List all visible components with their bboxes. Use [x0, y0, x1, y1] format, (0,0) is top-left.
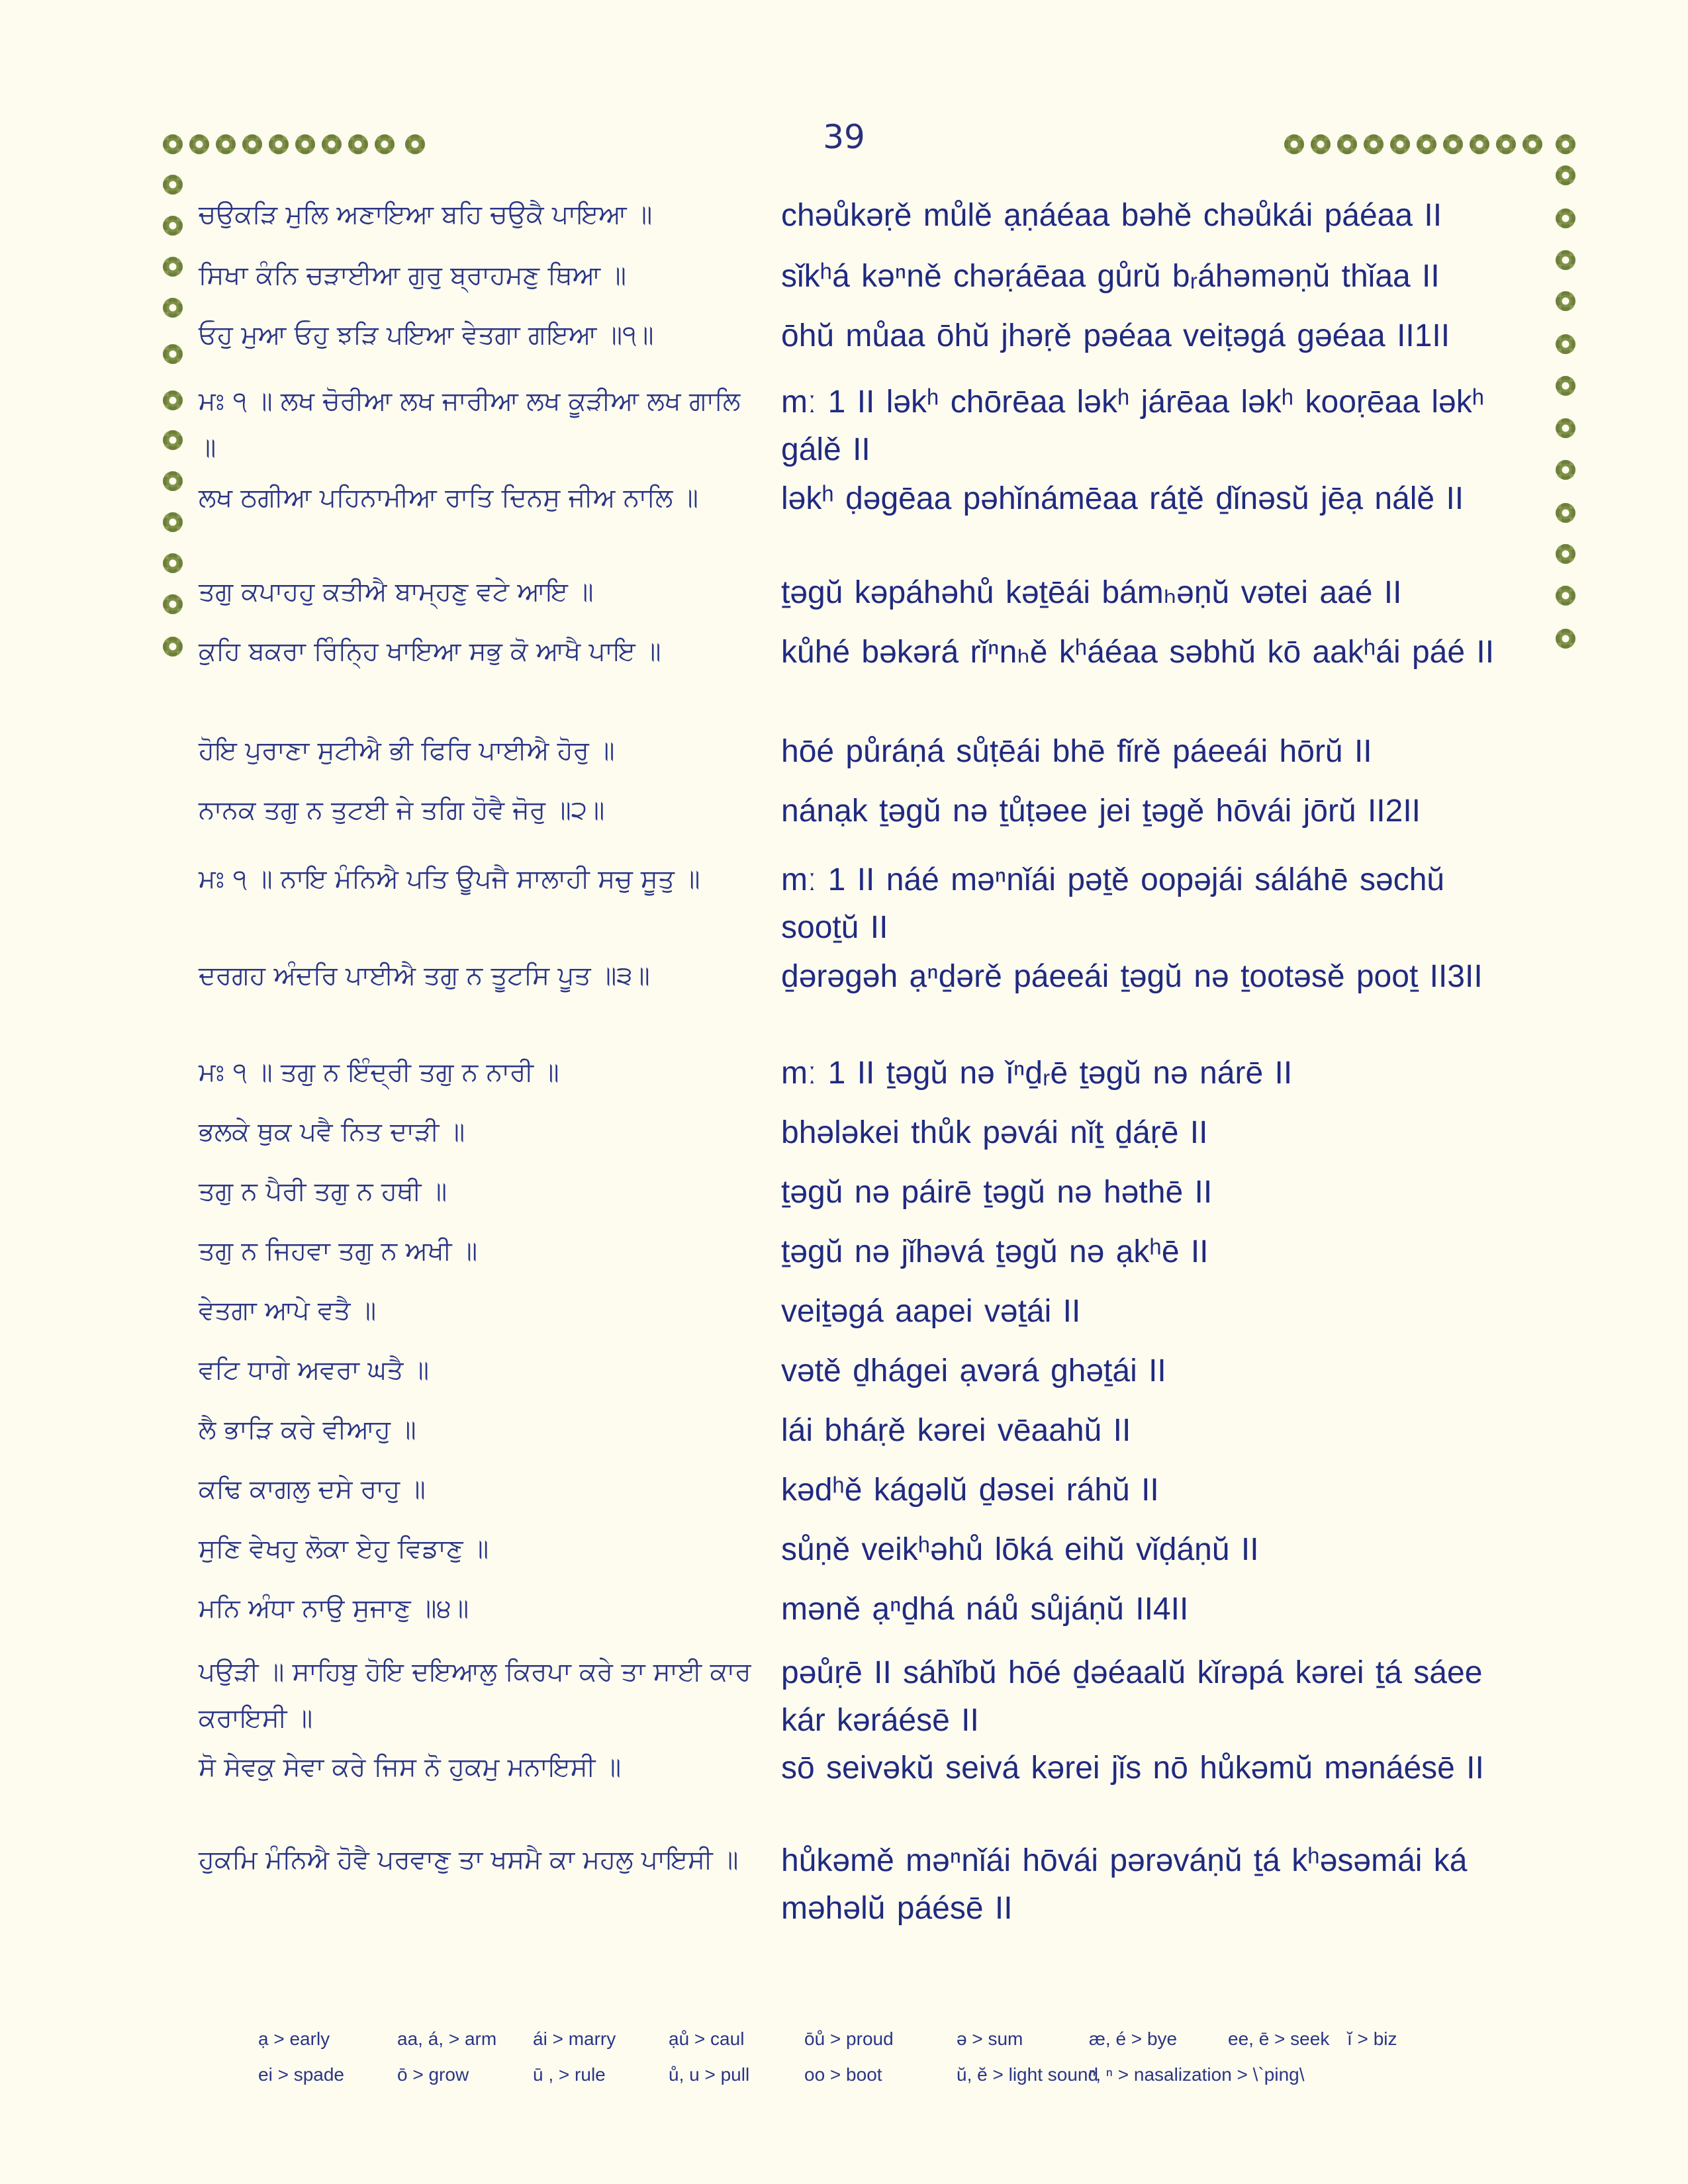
flower-icon [1556, 376, 1575, 396]
flower-icon [1337, 134, 1357, 154]
flower-icon [163, 134, 183, 154]
flower-icon [216, 134, 236, 154]
transliteration-line: ṯəgŭ kəpáhəhů kəṯēái bámₕəṇŭ vətei aaé II [781, 575, 1402, 610]
verse-row [199, 953, 1536, 1050]
gurmukhi-line: ਸਿਖਾ ਕੰਨਿ ਚੜਾਈਆ ਗੁਰੁ ਬ੍ਰਾਹਮਣੁ ਥਿਆ ॥ [199, 261, 626, 291]
key-entry: ei > spade [258, 2064, 344, 2085]
key-entry: ái > marry [533, 2028, 616, 2049]
verse-row [199, 1169, 1536, 1228]
flower-icon [189, 134, 209, 154]
verse-table [199, 192, 1536, 1934]
verse-row [199, 788, 1536, 856]
gurmukhi-line: ਹੁਕਮਿ ਮੰਨਿਐ ਹੋਵੈ ਪਰਵਾਣੁ ਤਾ ਖਸਮੈ ਕਾ ਮਹਲੁ ਪਾਇਸੀ ॥ [199, 1845, 739, 1875]
transliteration-line: mː 1 II ləkʰ chōrēaa ləkʰ járēaa ləkʰ kooṛēaa ləkʰ gálě II [781, 385, 1485, 467]
transliteration-line: sůṇě veikʰəhů lōká eihŭ vǐḍáṇŭ II [781, 1532, 1259, 1567]
key-entry: oo > boot [804, 2064, 882, 2085]
transliteration-line: vətě ḏhágei ạvərá ghəṯái II [781, 1353, 1166, 1388]
verse-row [199, 1288, 1536, 1347]
verse-row [199, 629, 1536, 728]
transliteration-line: məně ạⁿḏhá náů sůjáṇŭ II4II [781, 1592, 1189, 1627]
flower-icon [405, 134, 425, 154]
key-entry: æ, é > bye [1089, 2028, 1178, 2049]
verse-row [199, 475, 1536, 569]
transliteration-line: ṯəgŭ nə páirē ṯəgŭ nə həthē II [781, 1175, 1213, 1210]
key-entry: ⁿ, ⁿ > nasalization > \`ping\ [1089, 2064, 1305, 2085]
verse-row [199, 1347, 1536, 1407]
transliteration-line: kůhé bəkərá rǐⁿnₕě kʰáéaa səbhŭ kō aakʰái páé II [781, 635, 1495, 670]
gurmukhi-line: ਸੋ ਸੇਵਕੁ ਸੇਵਾ ਕਰੇ ਜਿਸ ਨੋ ਹੁਕਮੁ ਮਨਾਇਸੀ ॥ [199, 1752, 622, 1782]
verse-row [199, 253, 1536, 312]
flower-icon [375, 134, 395, 154]
gurmukhi-line: ਤਗੁ ਨ ਪੈਰੀ ਤਗੁ ਨ ਹਥੀ ॥ [199, 1177, 447, 1206]
flower-icon [163, 390, 183, 410]
transliteration-line: sō seivəkŭ seivá kərei jǐs nō hůkəmŭ mənáésē II [781, 1751, 1484, 1786]
flower-icon [1556, 544, 1575, 564]
flower-icon [295, 134, 315, 154]
transliteration-line: chəůkəṛě můlě ạṇáéaa bəhě chəůkái páéaa II [781, 198, 1442, 233]
key-entry: ū , > rule [533, 2064, 606, 2085]
key-entry: ō > grow [397, 2064, 469, 2085]
flower-icon [1417, 134, 1436, 154]
key-entry: ĭ > biz [1347, 2028, 1397, 2049]
flower-icon [1390, 134, 1410, 154]
verse-row [199, 1649, 1536, 1745]
flower-icon [269, 134, 289, 154]
flower-icon [1443, 134, 1463, 154]
flower-icon [242, 134, 262, 154]
verse-row [199, 856, 1536, 953]
pronunciation-key [258, 2028, 1516, 2085]
verse-row [199, 728, 1536, 788]
key-entry: ů, u > pull [669, 2064, 750, 2085]
verse-row [199, 312, 1536, 379]
page-number: 39 [823, 118, 865, 156]
transliteration-line: hōé půráṇá sůṭēái bhē fǐrě páeeái hōrŭ II [781, 734, 1372, 769]
key-entry: ə > sum [957, 2028, 1023, 2049]
transliteration-line: ḏərəgəh ạⁿḏərě páeeái ṯəgŭ nə ṯootəsě pooṯ II3II [781, 959, 1483, 994]
flower-icon [163, 512, 183, 532]
flower-icon [1364, 134, 1383, 154]
transliteration-line: ṯəgŭ nə jǐhəvá ṯəgŭ nə ạkʰē II [781, 1234, 1209, 1269]
key-entry: ee, ē > seek [1228, 2028, 1330, 2049]
transliteration-line: ləkʰ ḍəgēaa pəhǐnámēaa ráṯě ḏǐnəsŭ jēạ nálě II [781, 481, 1464, 516]
gurmukhi-line: ਮਃ ੧ ॥ ਤਗੁ ਨ ਇੰਦ੍ਰੀ ਤਗੁ ਨ ਨਾਰੀ ॥ [199, 1058, 559, 1087]
flower-icon [322, 134, 342, 154]
transliteration-line: veiṯəgá aapei vəṯái II [781, 1294, 1081, 1329]
gurmukhi-line: ਵਟਿ ਧਾਗੇ ਅਵਰਾ ਘਤੈ ॥ [199, 1355, 429, 1385]
flower-icon [1556, 460, 1575, 480]
gurmukhi-line: ਮਃ ੧ ॥ ਲਖ ਚੋਰੀਆ ਲਖ ਜਾਰੀਆ ਲਖ ਕੂੜੀਆ ਲਖ ਗਾਲਿ ॥ [199, 387, 741, 463]
transliteration-line: bhələkei thůk pəvái nǐṯ ḏáṛē II [781, 1115, 1208, 1150]
flower-icon [1523, 134, 1542, 154]
gurmukhi-line: ਭਲਕੇ ਥੁਕ ਪਵੈ ਨਿਤ ਦਾੜੀ ॥ [199, 1117, 465, 1147]
flower-icon [1556, 208, 1575, 228]
flower-icon [163, 471, 183, 491]
key-entry: ŭ, ĕ > light sound [957, 2064, 1099, 2085]
flower-icon [1470, 134, 1489, 154]
gurmukhi-line: ਸੁਣਿ ਵੇਖਹੁ ਲੋਕਾ ਏਹੁ ਵਿਡਾਣੁ ॥ [199, 1534, 489, 1564]
gurmukhi-line: ਕੁਹਿ ਬਕਰਾ ਰਿੰਨ੍ਹਿ ਖਾਇਆ ਸਭੁ ਕੋ ਆਖੈ ਪਾਇ ॥ [199, 637, 661, 666]
transliteration-line: nánạk ṯəgŭ nə ṯůṭəee jei ṯəgě hōvái jōrŭ II2II [781, 794, 1421, 829]
verse-row [199, 192, 1536, 253]
flower-icon [1311, 134, 1331, 154]
gurmukhi-line: ਮਃ ੧ ॥ ਨਾਇ ਮੰਨਿਐ ਪਤਿ ਊਪਜੈ ਸਾਲਾਹੀ ਸਚੁ ਸੂਤੁ ॥ [199, 864, 700, 894]
gurmukhi-line: ਮਨਿ ਅੰਧਾ ਨਾਉ ਸੁਜਾਣੁ ॥੪॥ [199, 1594, 469, 1623]
gurmukhi-line: ਪਉੜੀ ॥ ਸਾਹਿਬੁ ਹੋਇ ਦਇਆਲੁ ਕਿਰਪਾ ਕਰੇ ਤਾ ਸਾਈ ਕਾਰ ਕਰਾਇਸੀ ॥ [199, 1657, 751, 1733]
flower-icon [1556, 503, 1575, 523]
transliteration-line: kədʰě kágəlŭ ḏəsei ráhŭ II [781, 1473, 1159, 1508]
gurmukhi-line: ਚਉਕੜਿ ਮੁਲਿ ਅਣਾਇਆ ਬਹਿ ਚਉਕੈ ਪਾਇਆ ॥ [199, 200, 653, 230]
gurmukhi-line: ਲੈ ਭਾੜਿ ਕਰੇ ਵੀਆਹੁ ॥ [199, 1415, 416, 1445]
key-entry: ạ > early [258, 2028, 330, 2049]
flower-icon [1556, 291, 1575, 311]
flower-icon [1556, 134, 1575, 154]
flower-icon [1556, 586, 1575, 606]
verse-row [199, 1228, 1536, 1288]
key-entry: ōů > proud [804, 2028, 894, 2049]
verse-row [199, 1586, 1536, 1649]
gurmukhi-line: ਲਖ ਠਗੀਆ ਪਹਿਨਾਮੀਆ ਰਾਤਿ ਦਿਨਸੁ ਜੀਅ ਨਾਲਿ ॥ [199, 483, 698, 513]
flower-icon [163, 298, 183, 318]
flower-icon [163, 553, 183, 573]
flower-icon [163, 175, 183, 195]
flower-icon [348, 134, 368, 154]
flower-icon [163, 216, 183, 236]
gurmukhi-line: ਓਹੁ ਮੁਆ ਓਹੁ ਝੜਿ ਪਇਆ ਵੇਤਗਾ ਗਇਆ ॥੧॥ [199, 320, 654, 350]
flower-icon [1496, 134, 1516, 154]
gurmukhi-line: ਕਢਿ ਕਾਗਲੁ ਦਸੇ ਰਾਹੁ ॥ [199, 1475, 426, 1504]
flower-icon [1556, 629, 1575, 649]
flower-icon [163, 594, 183, 614]
transliteration-line: mː 1 II náé məⁿnǐái pəṯě oopəjái sáláhē səchŭ sooṯŭ II [781, 862, 1445, 945]
flower-icon [1284, 134, 1304, 154]
flower-icon [1556, 250, 1575, 270]
flower-icon [1556, 418, 1575, 438]
verse-row [199, 1526, 1536, 1586]
key-entry: ạů > caul [669, 2028, 745, 2049]
transliteration-line: ōhŭ můaa ōhŭ jhəṛě pəéaa veiṭəgá gəéaa II1II [781, 318, 1450, 353]
gurmukhi-line: ਤਗੁ ਨ ਜਿਹਵਾ ਤਗੁ ਨ ਅਖੀ ॥ [199, 1236, 478, 1266]
transliteration-line: pəůṛē II sáhǐbŭ hōé ḏəéaalŭ kǐrəpá kərei ṯá sáee kár kəráésē II [781, 1655, 1483, 1738]
flower-icon [163, 430, 183, 450]
flower-icon [1556, 165, 1575, 185]
transliteration-line: mː 1 II ṯəgŭ nə ǐⁿḏᵣē ṯəgŭ nə nárē II [781, 1056, 1293, 1091]
transliteration-line: lái bháṛě kərei vēaahŭ II [781, 1413, 1131, 1448]
verse-row [199, 569, 1536, 629]
verse-row [199, 1467, 1536, 1526]
verse-row [199, 1837, 1536, 1934]
key-entry: aa, á, > arm [397, 2028, 497, 2049]
verse-row [199, 1407, 1536, 1467]
verse-row [199, 1109, 1536, 1169]
flower-icon [1556, 334, 1575, 354]
flower-icon [163, 637, 183, 657]
gurmukhi-line: ਵੇਤਗਾ ਆਪੇ ਵਤੈ ॥ [199, 1296, 377, 1326]
transliteration-line: hůkəmě məⁿnǐái hōvái pərəváṇŭ ṯá kʰəsəmái ká məhəlŭ páésē II [781, 1843, 1468, 1926]
gurmukhi-line: ਹੋਇ ਪੁਰਾਣਾ ਸੁਟੀਐ ਭੀ ਫਿਰਿ ਪਾਈਐ ਹੋਰੁ ॥ [199, 736, 615, 766]
verse-row [199, 379, 1536, 475]
gurmukhi-line: ਤਗੁ ਕਪਾਹਹੁ ਕਤੀਐ ਬਾਮ੍ਹਣੁ ਵਟੇ ਆਇ ॥ [199, 577, 594, 607]
flower-icon [163, 257, 183, 277]
transliteration-line: sǐkʰá kəⁿně chəṛáēaa gůrŭ bᵣáhəməṇŭ thǐaa II [781, 259, 1440, 294]
flower-icon [163, 344, 183, 364]
gurmukhi-line: ਨਾਨਕ ਤਗੁ ਨ ਤੁਟਈ ਜੇ ਤਗਿ ਹੋਵੈ ਜੋਰੁ ॥੨॥ [199, 796, 605, 825]
verse-row [199, 1050, 1536, 1109]
verse-row [199, 1745, 1536, 1837]
gurmukhi-line: ਦਰਗਹ ਅੰਦਰਿ ਪਾਈਐ ਤਗੁ ਨ ਤੂਟਸਿ ਪੂਤ ॥੩॥ [199, 961, 650, 991]
